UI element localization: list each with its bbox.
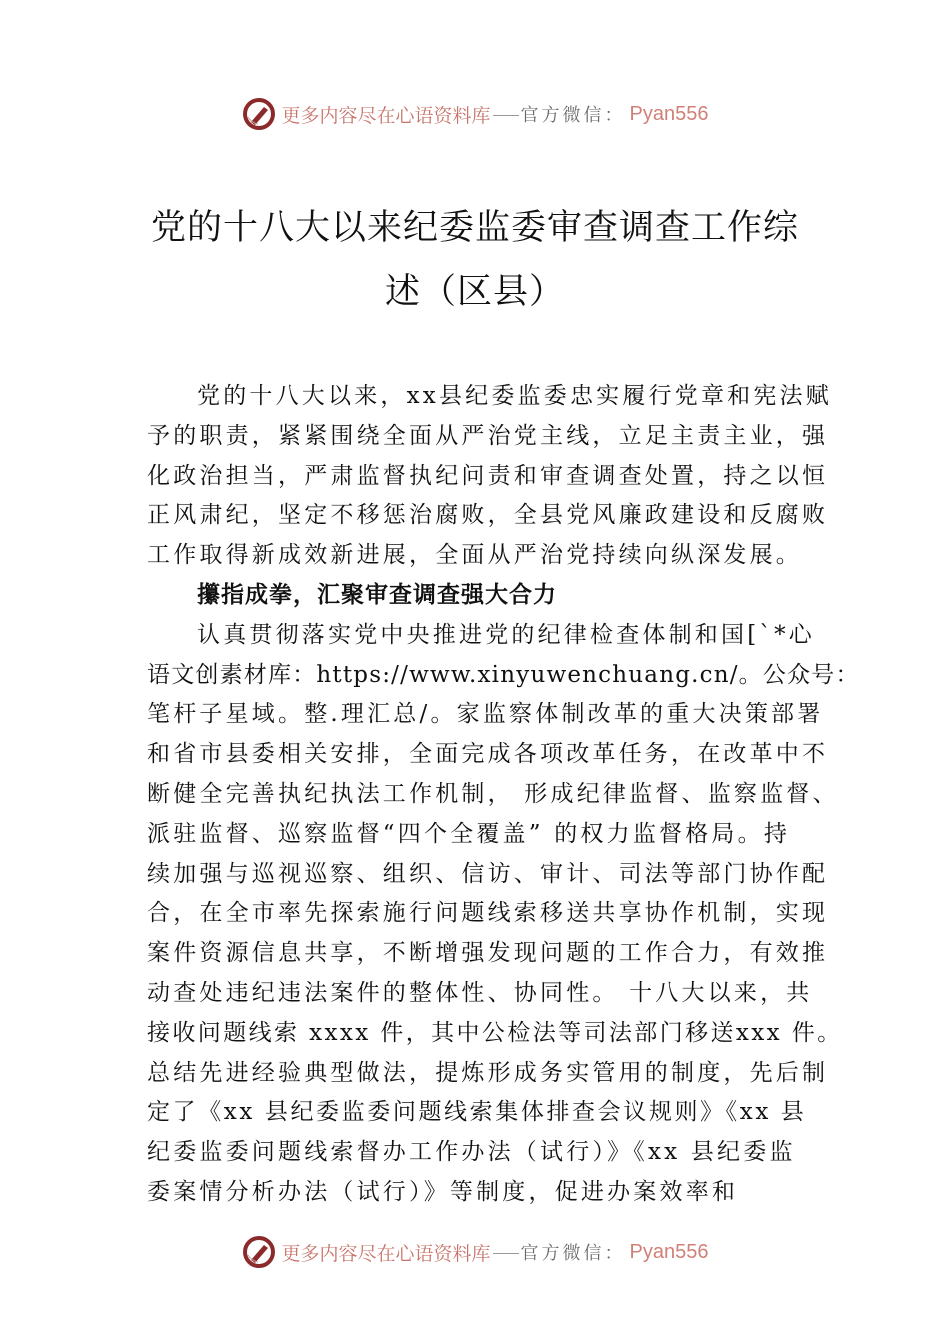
- pen-nib-logo-icon: [242, 97, 276, 131]
- text-line: 语文创素材库：https://www.xinyuwenchuang.cn/。公众号：: [147, 661, 860, 688]
- text-line: 笔杆子星域。整.理汇总/。家监察体制改革的重大决策部署: [147, 701, 824, 728]
- text-line: 纪委监委问题线索督办工作办法（试行）》《xx 县纪委监: [147, 1139, 796, 1166]
- watermark-dash: [493, 115, 519, 116]
- watermark-wechat-id: Pyan556: [629, 102, 709, 125]
- watermark-brand-text: 更多内容尽在心语资料库: [281, 1242, 491, 1265]
- section-heading: 攥指成拳，汇聚审查调查强大合力: [197, 581, 557, 608]
- text-line: 委案情分析办法（试行）》等制度，促进办案效率和: [147, 1178, 739, 1205]
- text-line: 案件资源信息共享，不断增强发现问题的工作合力，有效推: [147, 940, 829, 967]
- watermark-dash: [493, 1253, 519, 1254]
- text-line: 断健全完善执纪执法工作机制， 形成纪律监督、监察监督、: [147, 780, 839, 807]
- title-line: 党的十八大以来纪委监委审查调查工作综: [150, 208, 799, 248]
- paragraph-body: [147, 616, 860, 1213]
- watermark-label: 官方微信：: [520, 105, 626, 126]
- text-line: 和省市县委相关安排，全面完成各项改革任务，在改革中不: [147, 741, 829, 768]
- text-line: 派驻监督、巡察监督“四个全覆盖” 的权力监督格局。持: [147, 820, 791, 847]
- watermark-brand-text: 更多内容尽在心语资料库: [281, 104, 491, 127]
- text-line: 动查处违纪违法案件的整体性、协同性。 十八大以来，共: [147, 979, 813, 1006]
- text-line: 总结先进经验典型做法，提炼形成务实管用的制度，先后制: [147, 1059, 829, 1086]
- text-line: 认真贯彻落实党中央推进党的纪律检查体制和国[`*心: [197, 621, 815, 648]
- text-line: 接收问题线索 xxxx 件，其中公检法等司法部门移送xxx 件。: [147, 1019, 843, 1046]
- text-line: 续加强与巡视巡察、组织、信访、审计、司法等部门协作配: [147, 860, 829, 887]
- watermark-label: 官方微信：: [520, 1243, 626, 1264]
- text-line: 定了《xx 县纪委监委问题线索集体排查会议规则》《xx 县: [147, 1099, 807, 1126]
- text-line: 合，在全市率先探索施行问题线索移送共享协作机制，实现: [147, 900, 829, 927]
- paragraph-intro: [147, 377, 832, 576]
- document-title: [140, 196, 810, 324]
- pen-nib-logo-icon: [242, 1235, 276, 1269]
- watermark-wechat-id: Pyan556: [629, 1240, 709, 1263]
- text-line: 化政治担当，严肃监督执纪问责和审查调查处置，持之以恒: [147, 462, 829, 489]
- document-body: [147, 377, 860, 1213]
- text-line: 正风肃纪，坚定不移惩治腐败，全县党风廉政建设和反腐败: [147, 502, 829, 529]
- title-line: 述（区县）: [384, 272, 565, 312]
- text-line: 党的十八大以来，xx县纪委监委忠实履行党章和宪法赋: [197, 383, 832, 409]
- footer-watermark: [0, 1232, 950, 1272]
- text-line: 工作取得新成效新进展，全面从严治党持续向纵深发展。: [147, 542, 802, 569]
- text-line: 予的职责，紧紧围绕全面从严治党主线，立足主责主业，强: [147, 422, 829, 449]
- header-watermark: [0, 94, 950, 134]
